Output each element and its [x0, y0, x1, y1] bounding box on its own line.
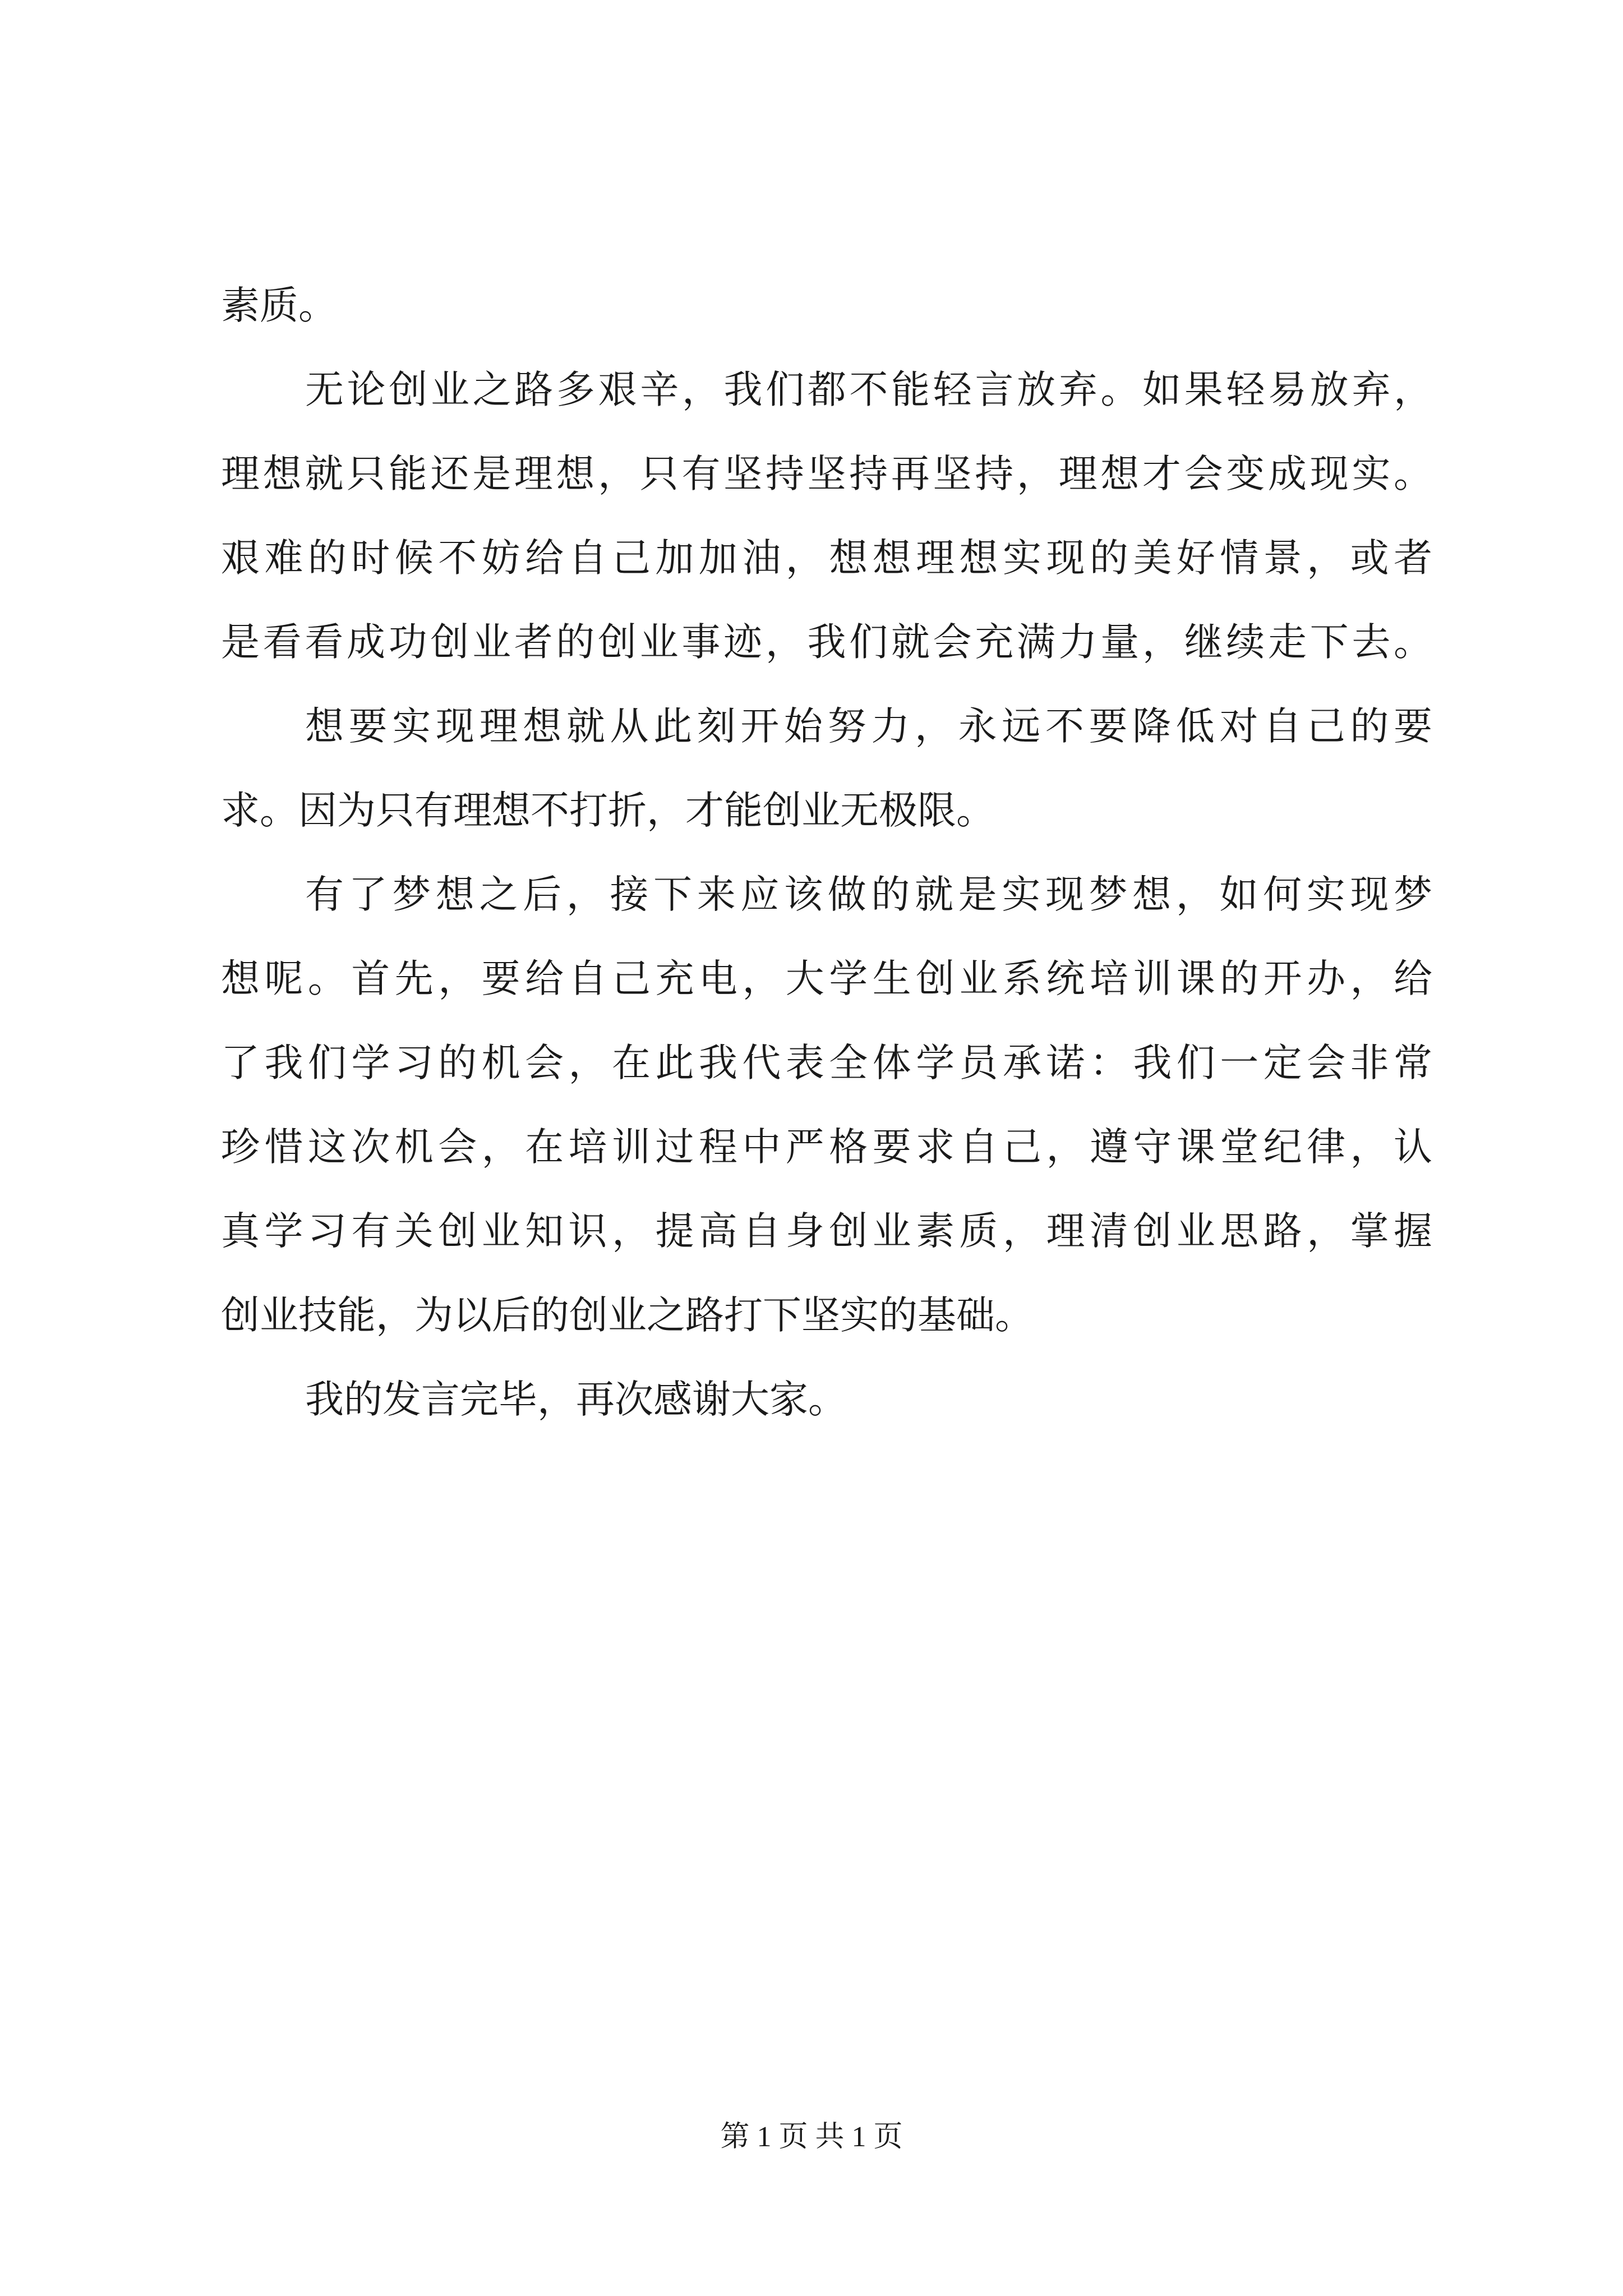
text-line: 素质。 [221, 283, 337, 328]
paragraph-first-line: 想要实现理想就从此刻开始努力，永远不要降低对自己的要 [305, 704, 1432, 749]
text-line: 求。因为只有理想不打折，才能创业无极限。 [221, 788, 995, 833]
paragraph-first-line: 有了梦想之后，接下来应该做的就是实现梦想，如何实现梦 [305, 872, 1432, 917]
text-line: 创业技能，为以后的创业之路打下坚实的基础。 [221, 1293, 1034, 1338]
document-body [221, 264, 1432, 1442]
text-line: 珍惜这次机会，在培训过程中严格要求自己，遵守课堂纪律，认 [221, 1125, 1432, 1170]
paragraph-first-line: 无论创业之路多艰辛，我们都不能轻言放弃。如果轻易放弃， [305, 367, 1432, 412]
text-line: 真学习有关创业知识，提高自身创业素质，理清创业思路，掌握 [221, 1209, 1432, 1254]
text-line: 想呢。首先，要给自己充电，大学生创业系统培训课的开办，给 [221, 956, 1432, 1001]
text-line: 理想就只能还是理想，只有坚持坚持再坚持，理想才会变成现实。 [221, 452, 1432, 496]
page-number-footer: 第 1 页 共 1 页 [720, 2121, 903, 2153]
text-line: 是看看成功创业者的创业事迹，我们就会充满力量，继续走下去。 [221, 620, 1432, 665]
paragraph-first-line: 我的发言完毕，再次感谢大家。 [305, 1377, 847, 1422]
text-line: 了我们学习的机会，在此我代表全体学员承诺：我们一定会非常 [221, 1041, 1432, 1085]
text-line: 艰难的时候不妨给自己加加油，想想理想实现的美好情景，或者 [221, 536, 1432, 581]
